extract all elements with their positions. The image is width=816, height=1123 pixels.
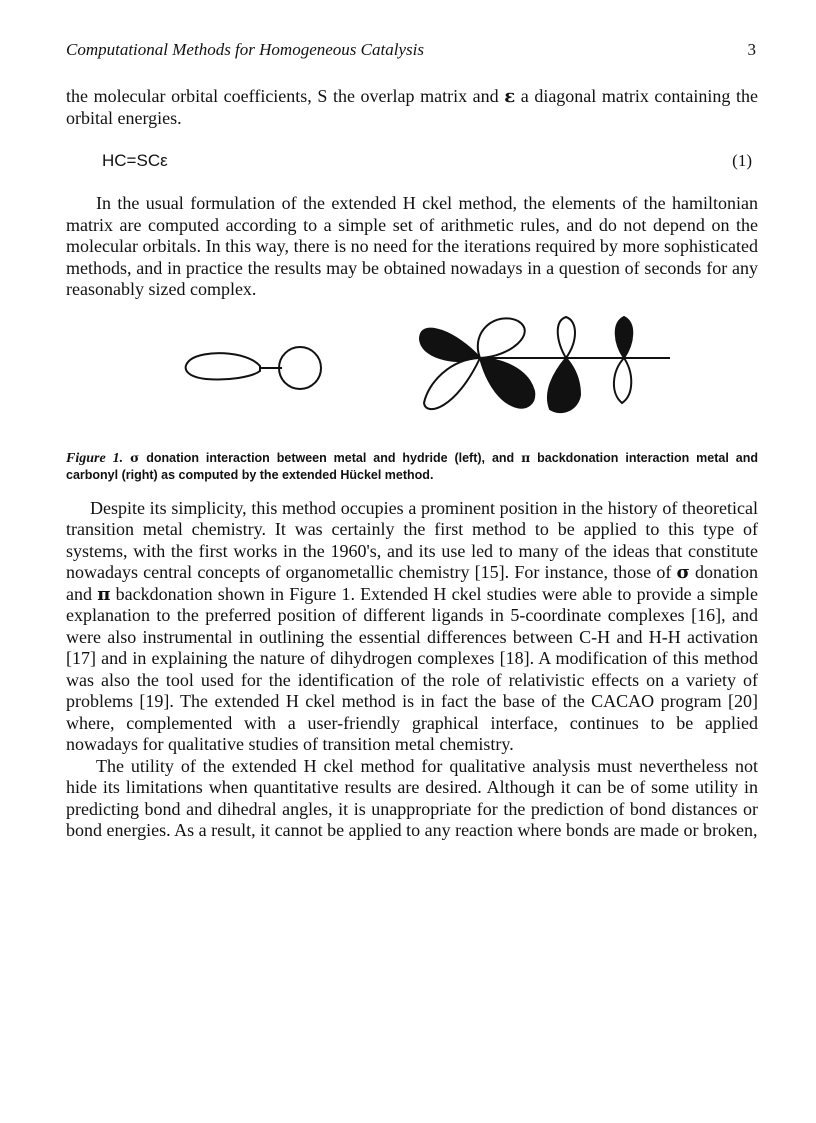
figure-1 — [66, 313, 758, 439]
equation-number: (1) — [732, 151, 752, 170]
running-header — [66, 40, 758, 66]
d-lobe-top-right — [478, 318, 525, 358]
para2-text-c: backdonation shown in Figure 1. Extended H ckel studies were able to provide a simple explanation to the preferred position of different ligands in 5-coordinate complexes [16], and were also instrumental in outlining the essential differences between C-H and H-H activation [17] and in explaining the nature of dihydrogen complexes [18]. A modification of this method was also the tool used for the identification of the role of relativistic effects on a variety of problems [19]. The extended H ckel method is in fact the base of the CACAO program [20] where, complemented with a user-friendly graphical interface, continues to be applied nowadays for qualitative studies of transition metal chemistry. — [66, 583, 758, 754]
caption-text-1: donation interaction between metal and hydride (left), and — [139, 450, 522, 465]
para2-text-a: Despite its simplicity, this method occupies a prominent position in the history of theoretical transition metal chemistry. It was certainly the first method to be applied to this type of systems, with the first works in the 1960's, and its use led to many of the ideas that constitute nowadays central concepts of organometallic chemistry [15]. For instance, those of — [66, 497, 758, 582]
paragraph-limitations: The utility of the extended H ckel method for qualitative analysis must nevertheless not hide its limitations when quantitative results are desired. Although it can be of some utility in predicting bond and dihedral angles, it is unappropriate for the prediction of bond distances or bond energies. As a result, it cannot be applied to any reaction where bonds are made or broken, — [66, 755, 758, 840]
equation-expression: HC=SCε — [102, 151, 168, 170]
caption-sigma-symbol: σ — [130, 449, 140, 465]
co-oxygen-lobe-top — [616, 317, 633, 358]
page — [66, 40, 758, 842]
hydride-s-orbital — [279, 347, 321, 389]
co-oxygen-lobe-bottom — [614, 358, 631, 403]
figure-caption — [66, 449, 758, 484]
para0-text-b: a diagonal matrix containing the orbital energies. — [66, 86, 758, 128]
caption-text-2: backdonation interaction metal and carbonyl (right) as computed by the extended Hückel method. — [66, 450, 758, 482]
caption-pi-symbol: π — [521, 449, 531, 465]
metal-orbital-lobe — [186, 353, 260, 379]
figure-label: Figure 1. — [66, 450, 124, 466]
epsilon-symbol: ε — [504, 86, 516, 107]
d-lobe-top-left — [420, 328, 480, 361]
sigma-donation-orbitals — [186, 347, 321, 389]
paragraph-huckel-formulation: In the usual formulation of the extended H ckel method, the elements of the hamiltonian matrix are computed according to a simple set of arithmetic rules, and do not depend on the molecular orbitals. In this way, there is no need for the iterations required by more sophisticated methods, and in practice the results may be obtained nowadays in a question of seconds for any reasonably sized complex. — [66, 193, 758, 299]
paragraph-history — [66, 498, 758, 756]
para2-text-b: donation and — [66, 562, 758, 604]
sigma-symbol: σ — [676, 562, 690, 583]
co-carbon-lobe-bottom — [548, 358, 580, 412]
running-title: Computational Methods for Homogeneous Catalysis — [66, 40, 424, 59]
paragraph-continuation — [66, 86, 758, 129]
para0-text-a: the molecular orbital coefficients, S the overlap matrix and — [66, 86, 505, 106]
co-carbon-lobe-top — [558, 317, 575, 358]
orbital-diagram — [66, 313, 758, 439]
d-lobe-bottom-left — [424, 358, 480, 409]
pi-symbol: π — [97, 583, 111, 605]
d-lobe-bottom-right — [480, 358, 534, 408]
pi-backdonation-orbitals — [420, 317, 670, 412]
page-number: 3 — [747, 40, 756, 59]
equation-1 — [66, 151, 758, 171]
